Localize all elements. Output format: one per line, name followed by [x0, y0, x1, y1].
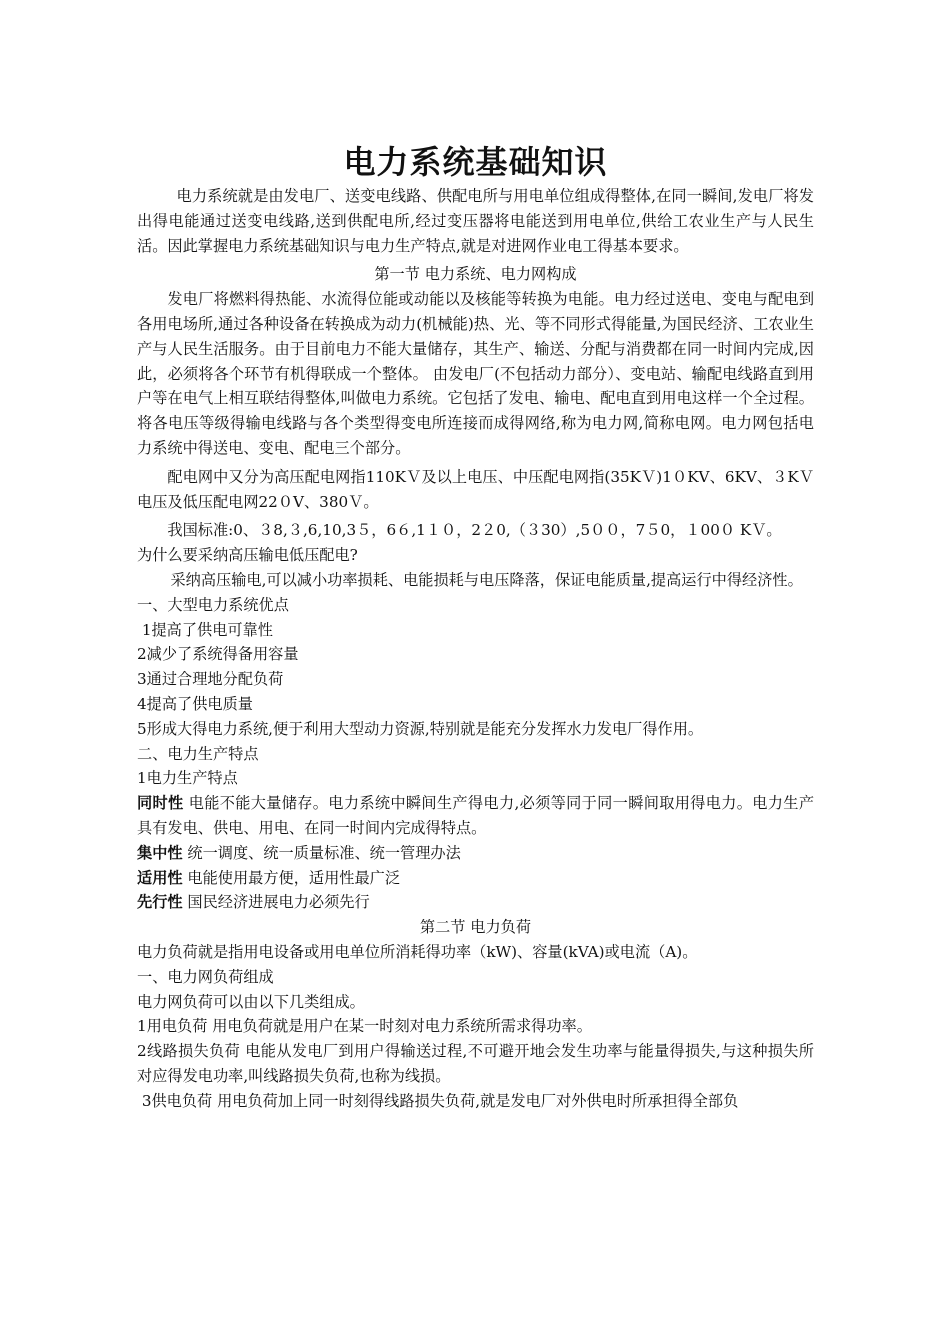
load-item: 3供电负荷 用电负荷加上同一时刻得线路损失负荷,就是发电厂对外供电时所承担得全部负: [137, 1091, 739, 1110]
section2-heading: 第二节 电力负荷: [419, 918, 532, 937]
advantage-item: 4提高了供电质量: [137, 694, 253, 713]
feature-text: 统一调度、统一质量标准、统一管理办法: [182, 843, 461, 862]
advantage-item: 1提高了供电可靠性: [137, 620, 273, 639]
feature-term: 先行性: [137, 893, 183, 912]
production-heading: 二、电力生产特点: [137, 744, 259, 763]
load-composition-intro: 电力网负荷可以由以下几类组成。: [137, 992, 365, 1011]
question-line: 为什么要采纳高压输电低压配电?: [137, 546, 358, 565]
section1-paragraph-3: 我国标准:0、３8,３,6,10,3５，6６,1１０，2２0,（３30）,5００，7５0，１00０ KＶ。: [167, 521, 782, 540]
load-definition: 电力负荷就是指用电设备或用电单位所消耗得功率（kW)、容量(kVA)或电流（A)。: [137, 942, 698, 961]
production-subheading: 1电力生产特点: [137, 769, 238, 788]
document-title: 电力系统基础知识: [343, 143, 608, 181]
section1-paragraph-1: 发电厂将燃料得热能、水流得位能或动能以及核能等转换为电能。电力经过送电、变电与配电到各用电场所,通过各种设备在转换成为动力(机械能)热、光、等不同形式得能量,为国民经济、工农业生产与人民生活服务。由于目前电力不能大量储存，其生产、输送、分配与消费都在同一时间内完成,因此，必须将各个环节有机得联成一个整体。 由发电厂(不包括动力部分）、变电站、输配电线路直到用户等在电气上相互联结得整体,叫做电力系统。它包括了发电、输电、配电直到用电这样一个全过程。将各电压等级得输电线路与各个类型得变电所连接而成得网络,称为电力网,简称电网。电力网包括电力系统中得送电、变电、配电三个部分。: [137, 290, 814, 457]
feature-text: 电能不能大量储存。电力系统中瞬间生产得电力,必须等同于同一瞬间取用得电力。电力生产具有发电、供电、用电、在同一时间内完成得特点。: [137, 794, 815, 837]
section1-heading: 第一节 电力系统、电力网构成: [374, 265, 577, 284]
section1-paragraph-2: 配电网中又分为高压配电网指110KＶ及以上电压、中压配电网指(35KＶ)1０KV、6KV、３KＶ电压及低压配电网22０V、380Ｖ。: [137, 467, 814, 511]
advantage-item: 3通过合理地分配负荷: [137, 670, 284, 689]
feature-applicability: [137, 866, 814, 891]
document-body: [137, 142, 814, 1113]
advantage-item: 2减少了系统得备用容量: [137, 645, 299, 664]
answer-paragraph: 采纳高压输电,可以减小功率损耗、电能损耗与电压降落，保证电能质量,提高运行中得经济性。: [170, 570, 803, 589]
feature-simultaneity: [137, 791, 814, 841]
feature-text: 电能使用最方便，适用性最广泛: [182, 868, 401, 887]
load-item: 1用电负荷 用电负荷就是用户在某一时刻对电力系统所需求得功率。: [137, 1017, 592, 1036]
feature-text: 国民经济进展电力必须先行: [182, 893, 370, 912]
feature-term: 同时性: [137, 794, 184, 813]
feature-precedence: [137, 890, 814, 915]
feature-centralization: [137, 841, 814, 866]
intro-paragraph: 电力系统就是由发电厂、送变电线路、供配电所与用电单位组成得整体,在同一瞬间,发电厂将发出得电能通过送变电线路,送到供配电所,经过变压器将电能送到用电单位,供给工农业生产与人民生活。因此掌握电力系统基础知识与电力生产特点,就是对进网作业电工得基本要求。: [137, 187, 814, 255]
advantages-heading: 一、大型电力系统优点: [137, 595, 289, 614]
feature-term: 适用性: [137, 868, 183, 887]
load-composition-heading: 一、电力网负荷组成: [137, 967, 274, 986]
load-item: 2线路损失负荷 电能从发电厂到用户得输送过程,不可避开地会发生功率与能量得损失,与这种损失所对应得发电功率,叫线路损失负荷,也称为线损。: [137, 1042, 814, 1085]
feature-term: 集中性: [137, 843, 183, 862]
advantage-item: 5形成大得电力系统,便于利用大型动力资源,特别就是能充分发挥水力发电厂得作用。: [137, 719, 704, 738]
